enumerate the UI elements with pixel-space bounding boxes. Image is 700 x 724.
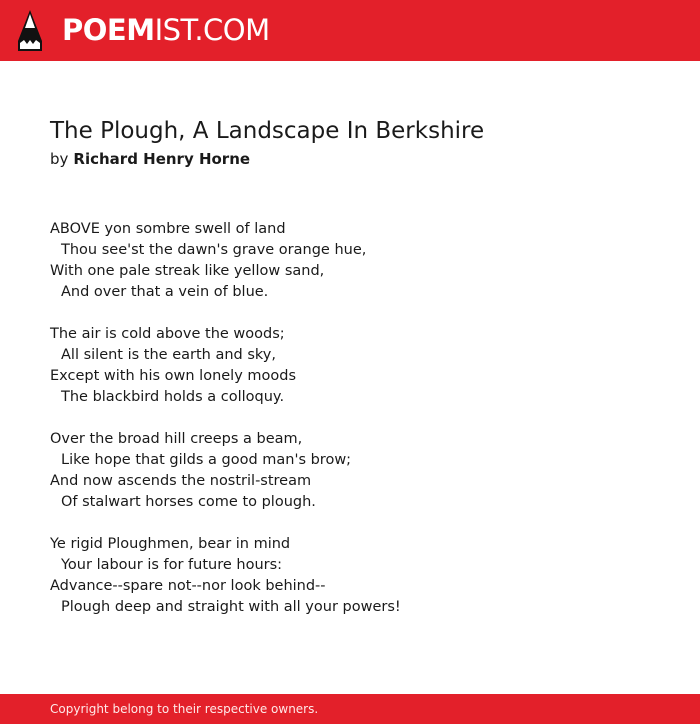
site-header: [0, 0, 700, 61]
poem-line: Plough deep and straight with all your powers!: [61, 599, 401, 615]
poem-line: With one pale streak like yellow sand,: [50, 263, 325, 279]
poem-line: Advance--spare not--nor look behind--: [50, 578, 326, 594]
poem-line: ABOVE yon sombre swell of land: [50, 221, 286, 237]
poem-line: Over the broad hill creeps a beam,: [50, 431, 303, 447]
poem-line: Your labour is for future hours:: [61, 557, 283, 573]
stanza: [50, 534, 401, 618]
copyright-text: Copyright belong to their respective owners.: [50, 702, 319, 716]
poem-line: Thou see'st the dawn's grave orange hue,: [61, 242, 367, 258]
stanza: [50, 429, 401, 513]
author-name: Richard Henry Horne: [73, 150, 251, 168]
poem-line: Except with his own lonely moods: [50, 368, 297, 384]
poem-line: And over that a vein of blue.: [61, 284, 269, 300]
by-label: by: [50, 150, 69, 168]
poem-line: The air is cold above the woods;: [50, 326, 285, 342]
poem-title: The Plough, A Landscape In Berkshire: [50, 118, 485, 144]
logo-bold-text: POEM: [62, 13, 155, 47]
poem-line: All silent is the earth and sky,: [61, 347, 276, 363]
logo-light-text: IST.COM: [154, 13, 270, 47]
pencil-logo-icon[interactable]: [18, 10, 42, 51]
poem-line: The blackbird holds a colloquy.: [61, 389, 285, 405]
poem-line: Like hope that gilds a good man's brow;: [61, 452, 352, 468]
stanza: [50, 324, 401, 408]
poem-line: Of stalwart horses come to plough.: [61, 494, 316, 510]
stanza: [50, 219, 401, 303]
poem-line: And now ascends the nostril-stream: [50, 473, 312, 489]
poem-body: [50, 219, 401, 639]
byline: [50, 149, 250, 169]
poem-line: Ye rigid Ploughmen, bear in mind: [50, 536, 291, 552]
site-footer: [0, 694, 700, 724]
site-logo-link[interactable]: [62, 12, 270, 48]
